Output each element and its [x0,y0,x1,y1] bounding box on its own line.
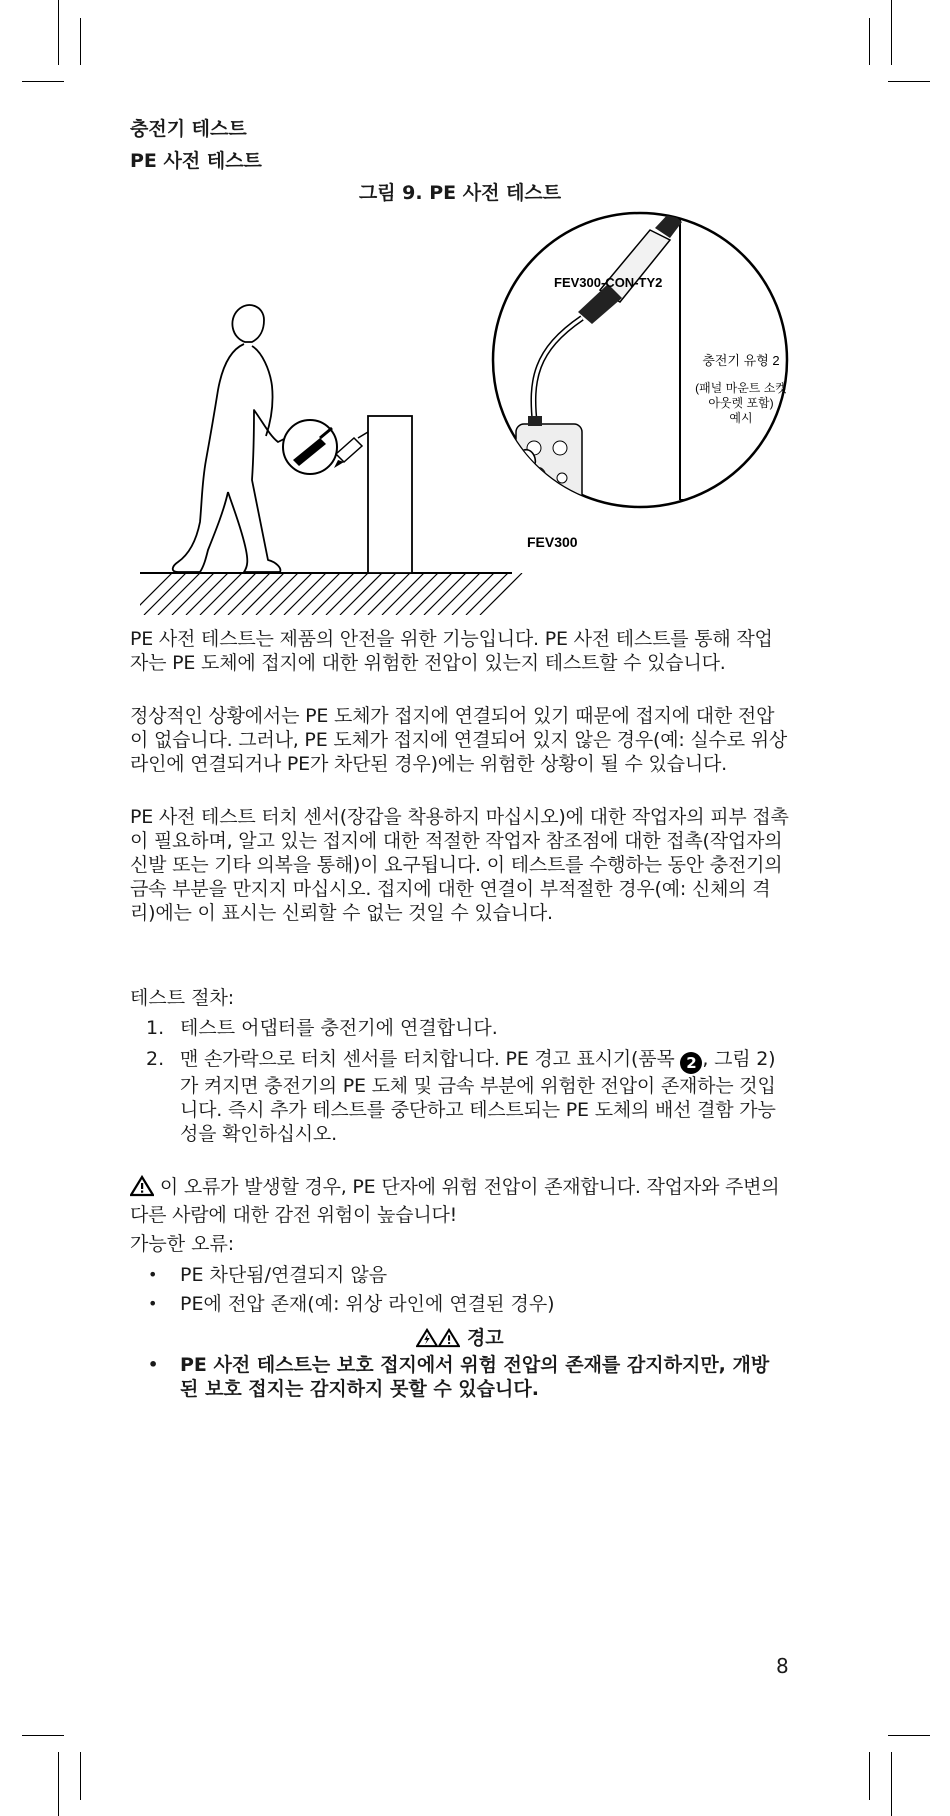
hazard-paragraph: 이 오류가 발생할 경우, PE 단자에 위험 전압이 존재합니다. 작업자와 주변의 다른 사람에 대한 감전 위험이 높습니다! [130,1176,780,1226]
touch-sensor-paragraph: PE 사전 테스트 터치 센서(장갑을 착용하지 마십시오)에 대한 작업자의 피부 접촉이 필요하며, 알고 있는 접지에 대한 적절한 작업자 참조점에 대한 접촉(작업자의 신발 또는 기타 의복을 통해)이 요구됩니다. 이 테스트를 수행하는 동안 충전기의 금속 부분을 만지지 마십시오. 접지에 대한 연결이 부적절한 경우(예: 신체의 격리)에는 이 표시는 신뢰할 수 없는 것일 수 있습니다. [130,806,789,924]
ground-hatching [130,573,522,615]
pe-pretest-figure [130,210,810,620]
normal-condition-paragraph: 정상적인 상황에서는 PE 도체가 접지에 연결되어 있기 때문에 접지에 대한 전압이 없습니다. 그러나, PE 도체가 접지에 연결되어 있지 않은 경우(예: 실수로 위상 라인에 연결되거나 PE가 차단된 경우)에는 위험한 상황이 될 수 있습니다. [130,705,788,775]
warning-triangle-icon [130,1175,154,1203]
warning-heading: 경고 [0,1326,920,1354]
page-number: 8 [776,1654,789,1678]
charger-note-2: 아웃렛 포함) [708,396,774,410]
figure-caption: 그림 9. PE 사전 테스트 [358,182,562,204]
item-marker: 2 [680,1052,702,1074]
charger-note-1: (패널 마운트 소켓 [695,381,787,395]
adapter-detail-circle [283,420,337,474]
adapter-label: FEV300-CON-TY2 [554,275,663,290]
section-heading: 충전기 테스트 [130,118,247,140]
warning-triangle-icon [438,1328,460,1354]
device-detail-circle [488,210,810,550]
charger-note-3: 예시 [729,411,753,425]
charger-post [368,416,412,573]
errors-title: 가능한 오류: [130,1233,235,1255]
shock-hazard-icon [416,1328,438,1354]
procedure-title: 테스트 절차: [130,987,235,1009]
intro-paragraph: PE 사전 테스트는 제품의 안전을 위한 기능입니다. PE 사전 테스트를 통해 작업자는 PE 도체에 접지에 대한 위험한 전압이 있는지 테스트할 수 있습니다. [130,628,773,674]
operator-figure [173,305,298,572]
device-label: FEV300 [527,534,578,550]
charger-label: 충전기 유형 2 [702,353,780,368]
subsection-heading: PE 사전 테스트 [130,150,262,172]
